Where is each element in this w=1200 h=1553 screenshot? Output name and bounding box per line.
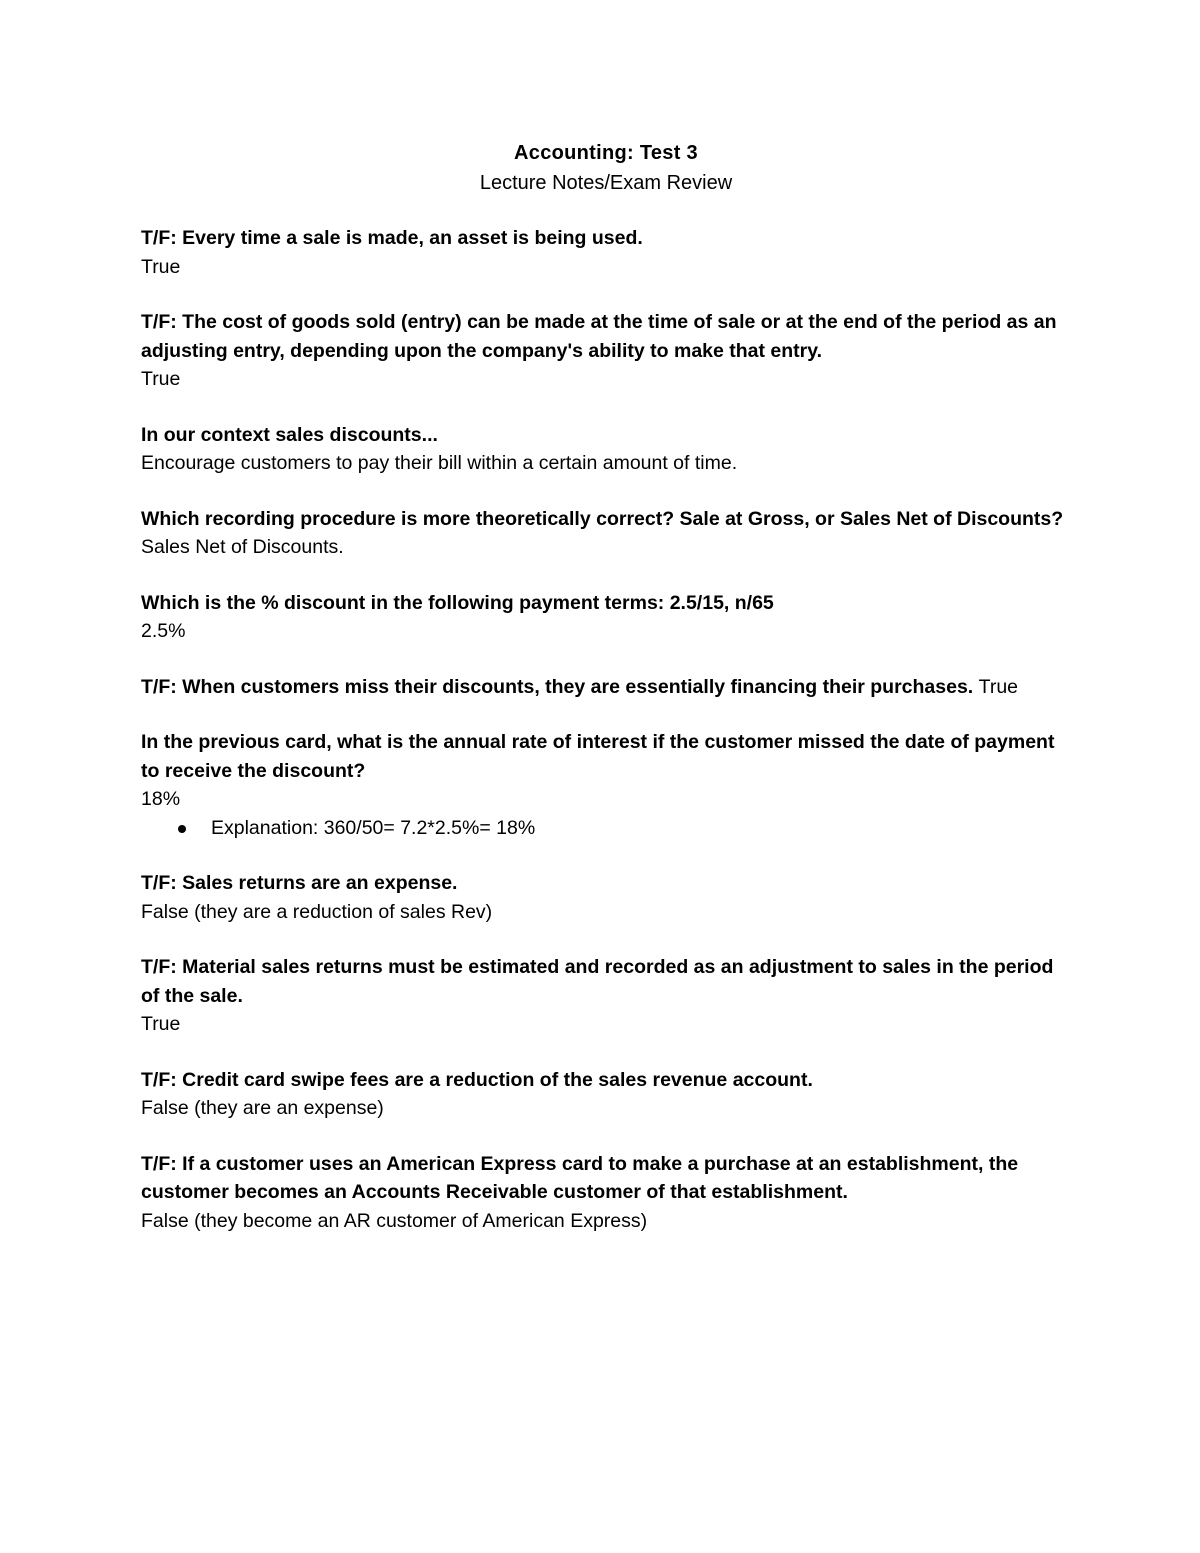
question: In our context sales discounts... [141, 423, 438, 446]
question: T/F: If a customer uses an American Express card to make a purchase at an establishment, the customer becomes an Accounts Receivable customer of that establishment. [141, 1152, 1019, 1203]
answer: False (they are a reduction of sales Rev) [141, 900, 493, 923]
question: Which recording procedure is more theoretically correct? Sale at Gross, or Sales Net of Discounts? [141, 507, 1064, 530]
qa-item [141, 869, 1071, 926]
qa-item [141, 308, 1071, 394]
answer: True [978, 675, 1019, 698]
question: T/F: The cost of goods sold (entry) can be made at the time of sale or at the end of the period as an adjusting entry, depending upon the company's ability to make that entry. [141, 311, 1057, 362]
question-with-inline-answer [141, 673, 1071, 702]
answer: False (they become an AR customer of American Express) [141, 1209, 648, 1232]
answer: 18% [141, 788, 181, 810]
qa-item [141, 673, 1071, 702]
bullet-item [211, 814, 1071, 843]
qa-item [141, 421, 1071, 478]
qa-item [141, 589, 1071, 646]
question: Which is the % discount in the following payment terms: 2.5/15, n/65 [141, 591, 774, 614]
qa-item [141, 224, 1071, 281]
page-subtitle: Lecture Notes/Exam Review [479, 172, 733, 194]
bullet-text: Explanation: 360/50= 7.2*2.5%= 18% [211, 816, 536, 839]
answer: Sales Net of Discounts. [141, 536, 344, 558]
document-page [141, 138, 1071, 1262]
answer: False (they are an expense) [141, 1097, 384, 1119]
answer: True [141, 1013, 181, 1035]
question: T/F: Sales returns are an expense. [141, 872, 458, 894]
question: T/F: Every time a sale is made, an asset is being used. [141, 227, 643, 249]
qa-item [141, 953, 1071, 1039]
answer: 2.5% [141, 620, 186, 642]
answer: True [141, 255, 181, 278]
page-title: Accounting: Test 3 [514, 142, 698, 164]
qa-item [141, 505, 1071, 562]
question: T/F: Credit card swipe fees are a reduction of the sales revenue account. [141, 1068, 813, 1091]
bullet-list [141, 814, 1071, 843]
question: T/F: When customers miss their discounts, they are essentially financing their purchases. [141, 675, 974, 698]
question: T/F: Material sales returns must be estimated and recorded as an adjustment to sales in the period of the sale. [141, 956, 1054, 1007]
answer: Encourage customers to pay their bill within a certain amount of time. [141, 452, 738, 474]
qa-item [141, 1150, 1071, 1236]
question: In the previous card, what is the annual rate of interest if the customer missed the date of payment to receive the discount? [141, 731, 1055, 782]
bullet-icon [178, 825, 186, 833]
answer: True [141, 368, 181, 390]
qa-item [141, 728, 1071, 842]
qa-item [141, 1066, 1071, 1123]
